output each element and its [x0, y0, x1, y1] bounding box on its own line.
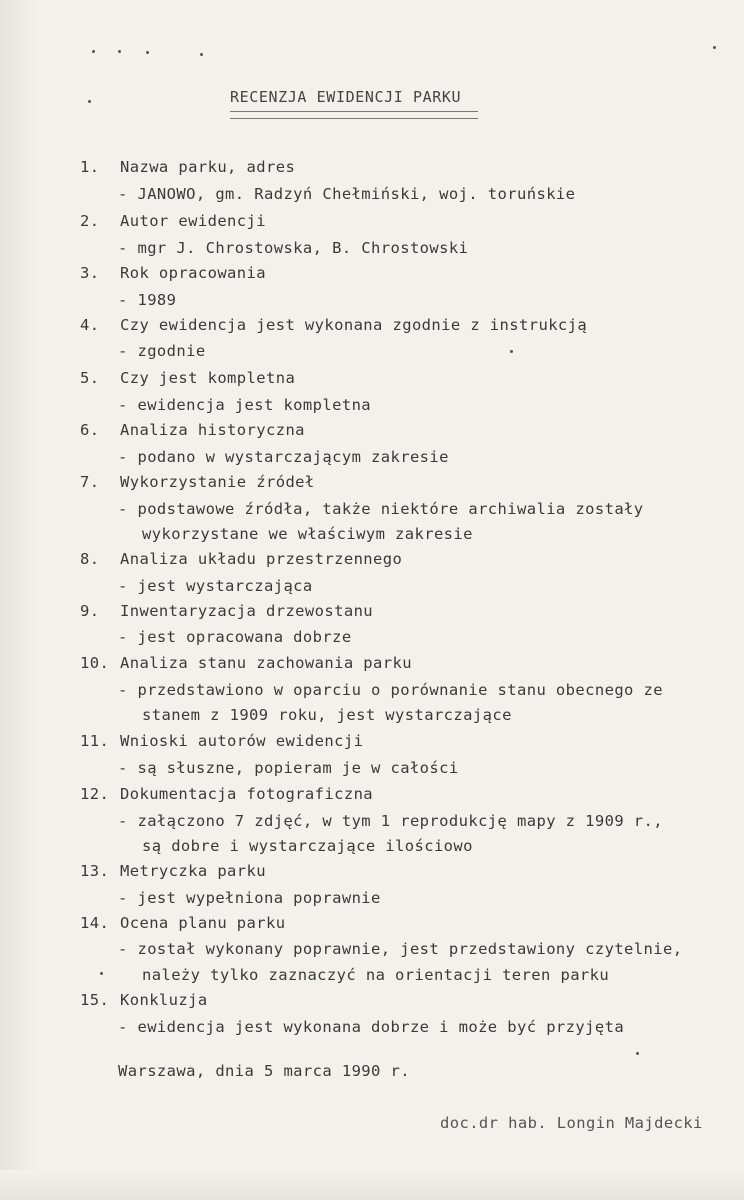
item-number: 14. [80, 914, 110, 932]
item-answer: - 1989 [118, 291, 177, 309]
item-number: 3. [80, 264, 100, 282]
item-answer: - podstawowe źródła, także niektóre archiwalia zostały [118, 500, 644, 518]
item-number: 8. [80, 550, 100, 568]
item-answer: - ewidencja jest kompletna [118, 396, 372, 414]
item-answer: - został wykonany poprawnie, jest przedstawiony czytelnie, [118, 940, 683, 958]
item-heading: Analiza stanu zachowania parku [120, 654, 412, 672]
item-heading: Analiza historyczna [120, 421, 305, 439]
item-heading: Dokumentacja fotograficzna [120, 785, 374, 803]
page-edge [0, 0, 38, 1200]
list-item [80, 316, 587, 334]
scan-speck [100, 972, 103, 975]
signature-line: doc.dr hab. Longin Majdecki [440, 1114, 703, 1132]
item-heading: Konkluzja [120, 991, 208, 1009]
item-number: 15. [80, 991, 110, 1009]
scan-speck [200, 53, 203, 56]
scan-speck [146, 51, 149, 54]
date-line: Warszawa, dnia 5 marca 1990 r. [118, 1062, 410, 1080]
list-item [80, 732, 363, 750]
item-number: 1. [80, 158, 100, 176]
list-item [80, 914, 285, 932]
item-heading: Ocena planu parku [120, 914, 286, 932]
item-heading: Rok opracowania [120, 264, 266, 282]
item-number: 11. [80, 732, 110, 750]
list-item [80, 991, 208, 1009]
list-item [80, 421, 305, 439]
list-item [80, 785, 373, 803]
scan-speck [636, 1052, 639, 1055]
title-double-underline [230, 111, 478, 119]
item-number: 10. [80, 654, 110, 672]
item-answer: - jest wypełniona poprawnie [118, 889, 381, 907]
scan-speck [92, 50, 95, 53]
item-heading: Inwentaryzacja drzewostanu [120, 602, 374, 620]
item-answer-continued: wykorzystane we właściwym zakresie [142, 525, 473, 543]
item-number: 6. [80, 421, 100, 439]
list-item [80, 473, 315, 491]
item-answer: - są słuszne, popieram je w całości [118, 759, 459, 777]
item-heading: Nazwa parku, adres [120, 158, 296, 176]
item-heading: Czy ewidencja jest wykonana zgodnie z instrukcją [120, 316, 588, 334]
item-answer-continued: są dobre i wystarczające ilościowo [142, 837, 473, 855]
scan-speck [88, 100, 91, 103]
item-answer: - ewidencja jest wykonana dobrze i może być przyjęta [118, 1018, 625, 1036]
list-item [80, 602, 373, 620]
document-title: RECENZJA EWIDENCJI PARKU [230, 88, 462, 106]
list-item [80, 369, 295, 387]
item-number: 5. [80, 369, 100, 387]
item-heading: Autor ewidencji [120, 212, 266, 230]
item-answer: - podano w wystarczającym zakresie [118, 448, 449, 466]
item-answer: - przedstawiono w oparciu o porównanie stanu obecnego ze [118, 681, 663, 699]
list-item [80, 158, 295, 176]
list-item [80, 550, 402, 568]
item-answer: - załączono 7 zdjęć, w tym 1 reprodukcję mapy z 1909 r., [118, 812, 663, 830]
item-heading: Analiza układu przestrzennego [120, 550, 403, 568]
item-answer-continued: stanem z 1909 roku, jest wystarczające [142, 706, 512, 724]
list-item [80, 654, 412, 672]
item-answer-continued: należy tylko zaznaczyć na orientacji teren parku [142, 966, 610, 984]
item-number: 7. [80, 473, 100, 491]
item-heading: Wnioski autorów ewidencji [120, 732, 364, 750]
item-number: 9. [80, 602, 100, 620]
item-answer: - zgodnie [118, 342, 206, 360]
list-item [80, 212, 266, 230]
item-heading: Metryczka parku [120, 862, 266, 880]
item-number: 12. [80, 785, 110, 803]
item-heading: Czy jest kompletna [120, 369, 296, 387]
scan-speck [118, 50, 121, 53]
item-number: 13. [80, 862, 110, 880]
item-answer: - mgr J. Chrostowska, B. Chrostowski [118, 239, 469, 257]
scan-speck [713, 46, 716, 49]
list-item [80, 862, 266, 880]
item-number: 4. [80, 316, 100, 334]
list-item [80, 264, 266, 282]
item-answer: - jest wystarczająca [118, 577, 313, 595]
item-number: 2. [80, 212, 100, 230]
scan-speck [510, 350, 513, 353]
item-answer: - jest opracowana dobrze [118, 628, 352, 646]
page-bottom-edge [0, 1170, 744, 1200]
item-heading: Wykorzystanie źródeł [120, 473, 315, 491]
item-answer: - JANOWO, gm. Radzyń Chełmiński, woj. toruńskie [118, 185, 576, 203]
